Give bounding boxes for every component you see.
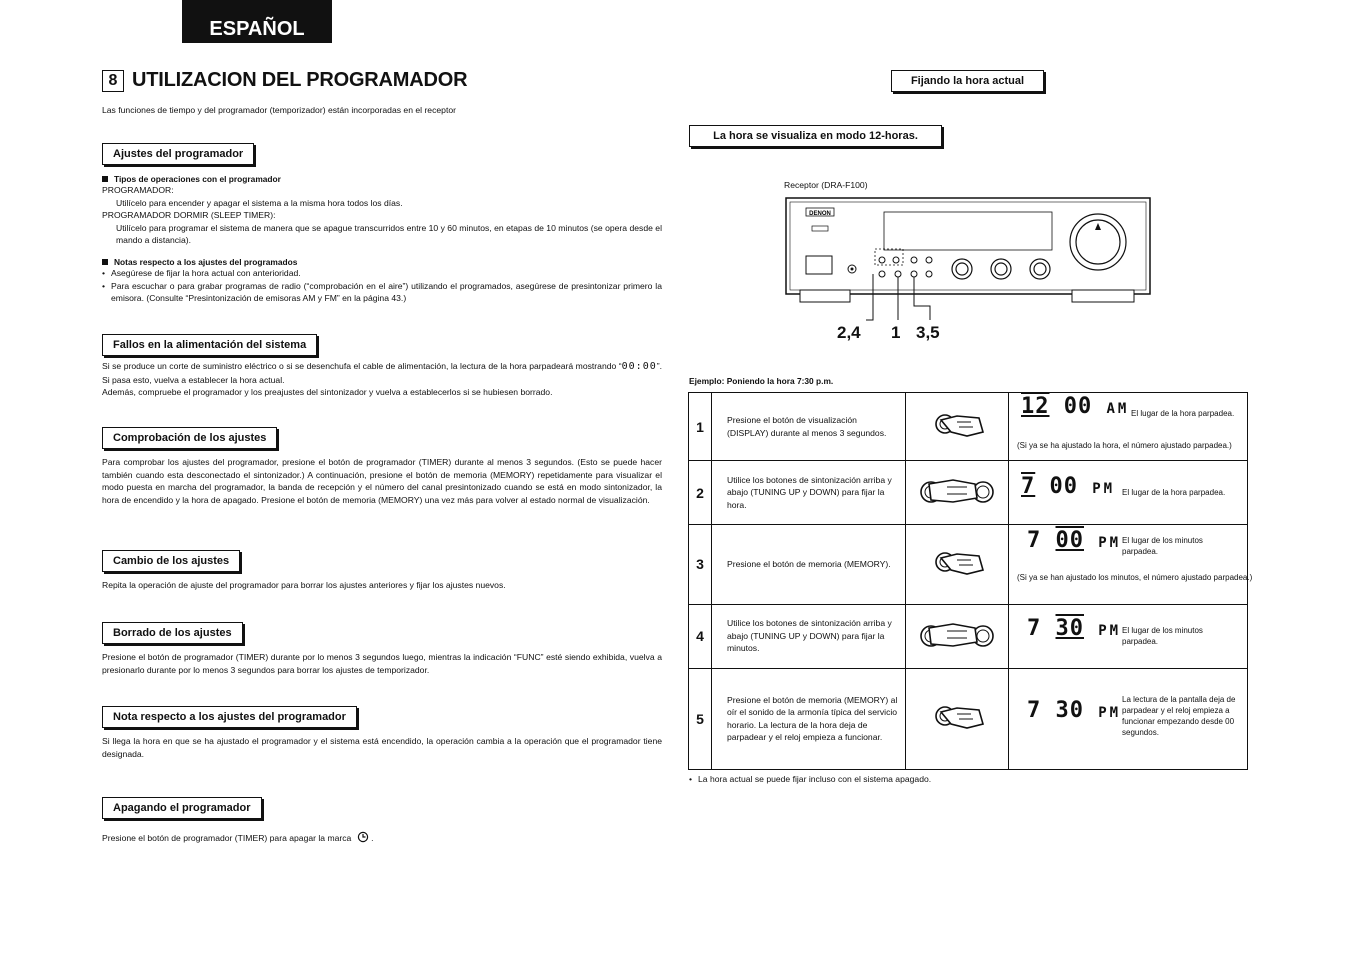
heading-nota: Nota respecto a los ajustes del programador bbox=[102, 706, 357, 728]
step-number: 1 bbox=[689, 393, 712, 461]
example-caption: Ejemplo: Poniendo la hora 7:30 p.m. bbox=[689, 376, 834, 386]
nota-text: Si llega la hora en que se ha ajustado el programador y el sistema está encendido, la operación cambia a la operación que el programador tiene designada. bbox=[102, 736, 662, 759]
tipos-heading: Tipos de operaciones con el programador bbox=[102, 174, 662, 184]
step-row bbox=[689, 668, 1248, 769]
nota-2: • Para escuchar o para grabar programas de radio (“comprobación en el aire”) utilizando el programados, asegúrese de presintonizar primero la emisora. (Consulte “Presintonización de emisoras AM y FM” en la página 43.) bbox=[102, 280, 662, 304]
step-note: El lugar de la hora parpadea. bbox=[1122, 488, 1226, 498]
chapter-title: UTILIZACION DEL PROGRAMADOR bbox=[132, 69, 468, 91]
language-tab: ESPAÑOL bbox=[182, 0, 332, 43]
nota-1: • Asegúrese de fijar la hora actual con anterioridad. bbox=[102, 267, 301, 278]
chapter-number: 8 bbox=[102, 70, 124, 92]
step-row bbox=[689, 393, 1248, 461]
lcd-readout: 7 30 PM bbox=[1027, 697, 1122, 723]
step-number: 4 bbox=[689, 604, 712, 668]
apagando-text: Presione el botón de programador (TIMER) para apagar la marca . bbox=[102, 833, 374, 843]
borrado-text: Presione el botón de programador (TIMER) durante por lo menos 3 segundos luego, mientras la indicación “FUNC” esté siendo exhibida, vuelva a presionarlo durante por lo menos 3 segundos para borrar los ajustes de temporizador. bbox=[102, 652, 662, 675]
heading-fallos: Fallos en la alimentación del sistema bbox=[102, 334, 317, 356]
hand-turn-icon bbox=[906, 604, 1009, 668]
intro-text: Las funciones de tiempo y del programador (temporizador) están incorporadas en el receptor bbox=[102, 105, 456, 115]
receiver-caption: Receptor (DRA-F100) bbox=[784, 180, 868, 190]
step-note: El lugar de los minutos parpadea. bbox=[1122, 536, 1203, 557]
ajustes-block bbox=[102, 174, 662, 305]
blink-display: 00:00 bbox=[621, 361, 657, 372]
notas-heading: Notas respecto a los ajustes del programados bbox=[102, 257, 662, 267]
callout-label-1: 1 bbox=[891, 323, 901, 342]
heading-apagando: Apagando el programador bbox=[102, 797, 262, 819]
step-display bbox=[1009, 393, 1248, 461]
lcd-readout: 7 00 PM bbox=[1027, 528, 1122, 554]
lcd-readout: 7 00 PM bbox=[1021, 474, 1116, 500]
step-note: La lectura de la pantalla deja de parpadear y el reloj empieza a funcionar empezando desde 00 segundos. bbox=[1122, 694, 1236, 737]
fallos-text: Si se produce un corte de suministro eléctrico o si se desenchufa el cable de alimentación, la lectura de la hora parpadeará mostrando “00:00”. Si pasa esto, vuelva a establecer la hora actual. Además, compruebe el programador y los preajustes del sintonizador y vuelva a establecerlos si se hubiesen borrado. bbox=[102, 361, 662, 398]
step-instruction: Presione el botón de visualización (DISPLAY) durante al menos 3 segundos. bbox=[712, 393, 906, 461]
step-display bbox=[1009, 604, 1248, 668]
step-number: 2 bbox=[689, 461, 712, 525]
step-instruction: Utilice los botones de sintonización arriba y abajo (TUNING UP y DOWN) para fijar la minutos. bbox=[712, 604, 906, 668]
sleep-text: Utilícelo para programar el sistema de manera que se apague transcurridos entre 10 y 60 minutos, en etapas de 10 minutos (se opera desde el mando a distancia). bbox=[116, 222, 662, 246]
lcd-readout: 12 00 AM bbox=[1021, 394, 1130, 419]
cambio-text: Repita la operación de ajuste del programador para borrar los ajustes anteriores y fijar los ajustes nuevos. bbox=[102, 580, 506, 590]
heading-cambio: Cambio de los ajustes bbox=[102, 550, 240, 572]
step-display bbox=[1009, 525, 1253, 604]
timer-clock-icon bbox=[357, 831, 369, 843]
brand-logo: DENON bbox=[809, 211, 831, 217]
step-note: El lugar de los minutos parpadea. bbox=[1122, 625, 1203, 646]
heading-ajustes: Ajustes del programador bbox=[102, 143, 254, 165]
step-number: 5 bbox=[689, 668, 712, 769]
heading-comprobacion: Comprobación de los ajustes bbox=[102, 427, 277, 449]
steps-table bbox=[688, 392, 1253, 770]
heading-fijando: Fijando la hora actual bbox=[891, 70, 1044, 92]
hand-turn-icon bbox=[906, 461, 1009, 525]
step-instruction: Utilice los botones de sintonización arriba y abajo (TUNING UP y DOWN) para fijar la hora. bbox=[712, 461, 906, 525]
step-number: 3 bbox=[689, 525, 712, 604]
prog-label: PROGRAMADOR: bbox=[102, 185, 174, 195]
step-display bbox=[1009, 461, 1248, 525]
square-bullet-icon bbox=[102, 176, 108, 182]
comprobacion-text: Para comprobar los ajustes del programador, presione el botón de programador (TIMER) durante al menos 3 segundos. (Esto se puede hacer también cuando esta desconectado el sintonizador.) A continuación, presione el botón de memoria (MEMORY) repetidamente para visualizar el modo puesta en marcha del programador, la banda de recepción y el número del canal presintonizado cuando se está en modo sintonizador, la hora de encendido y la hora de apagado. Presione el botón de memoria (MEMORY) una vez más para volver al estado normal de visualización. bbox=[102, 457, 662, 505]
callout-label-35: 3,5 bbox=[916, 323, 940, 342]
prog-text: Utilícelo para encender y apagar el sistema a la misma hora todos los días. bbox=[116, 197, 403, 208]
sleep-label: PROGRAMADOR DORMIR (SLEEP TIMER): bbox=[102, 210, 276, 221]
step-instruction: Presione el botón de memoria (MEMORY). bbox=[712, 525, 906, 604]
lcd-readout: 7 30 PM bbox=[1027, 615, 1122, 641]
hand-press-icon bbox=[906, 525, 1009, 604]
step-note2: (Si ya se ha ajustado la hora, el número ajustado parpadea.) bbox=[1017, 441, 1232, 450]
step-row bbox=[689, 525, 1248, 604]
square-bullet-icon bbox=[102, 259, 108, 265]
hand-press-icon bbox=[906, 393, 1009, 461]
heading-borrado: Borrado de los ajustes bbox=[102, 622, 243, 644]
step-row bbox=[689, 461, 1248, 525]
hand-press-icon bbox=[906, 668, 1009, 769]
step-instruction: Presione el botón de memoria (MEMORY) al oír el sonido de la armonía típica del servicio horario. La lectura de la hora deja de parpadear y el reloj empieza a funcionar. bbox=[712, 668, 906, 769]
step-row bbox=[689, 604, 1248, 668]
step-note: El lugar de la hora parpadea. bbox=[1131, 409, 1235, 418]
heading-12-horas: La hora se visualiza en modo 12-horas. bbox=[689, 125, 942, 147]
footnote: • La hora actual se puede fijar incluso con el sistema apagado. bbox=[689, 774, 932, 784]
step-note2: (Si ya se han ajustado los minutos, el número ajustado parpadea.) bbox=[1017, 573, 1253, 583]
step-display bbox=[1009, 668, 1248, 769]
callout-label-24: 2,4 bbox=[837, 323, 861, 342]
